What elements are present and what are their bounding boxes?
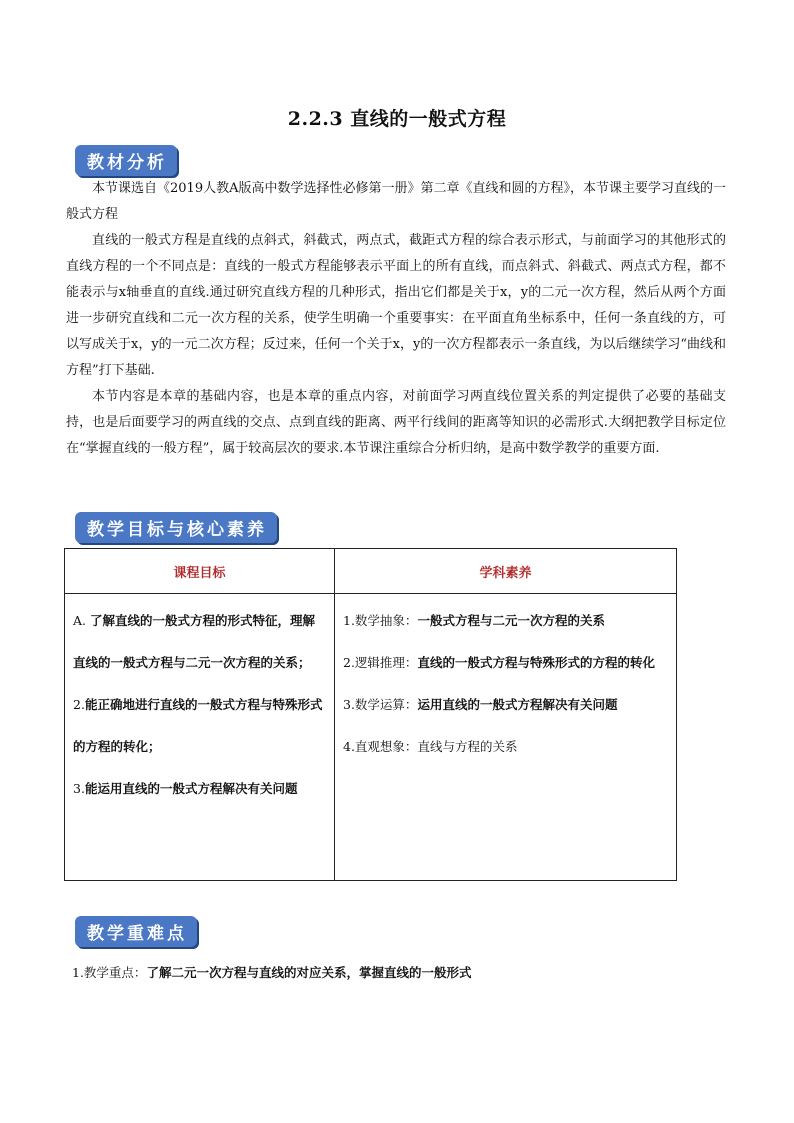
literacy-item <box>343 600 668 642</box>
header-course-goals: 课程目标 <box>65 549 335 594</box>
goals-cell <box>65 594 335 881</box>
section-badge: 教学重难点 <box>75 916 197 947</box>
goal-number: 2. <box>73 697 85 712</box>
goal-text: 能正确地进行直线的一般式方程与特殊形式的方程的转化； <box>73 697 323 754</box>
literacy-label: 4.直观想象： <box>343 739 418 754</box>
goal-text: 了解直线的一般式方程的形式特征，理解直线的一般式方程与二元一次方程的关系； <box>73 613 316 670</box>
header-literacy: 学科素养 <box>335 549 677 594</box>
literacy-text: 一般式方程与二元一次方程的关系 <box>417 613 605 628</box>
section-heading-goals <box>75 513 277 541</box>
literacy-text: 运用直线的一般式方程解决有关问题 <box>417 697 618 712</box>
literacy-label: 2.逻辑推理： <box>343 655 418 670</box>
goals-table <box>64 548 677 881</box>
literacy-label: 1.数学抽象： <box>343 613 418 628</box>
literacy-item <box>343 684 668 726</box>
goal-item <box>73 684 326 768</box>
table-row <box>65 594 677 881</box>
goal-number: 3. <box>73 781 85 796</box>
literacy-text: 直线的一般式方程与特殊形式的方程的转化 <box>417 655 655 670</box>
keypoint-label: 1.教学重点： <box>72 965 147 980</box>
literacy-label: 3.数学运算： <box>343 697 418 712</box>
page-title: 2.2.3 直线的一般式方程 <box>287 108 507 130</box>
analysis-paragraph-2: 直线的一般式方程是直线的点斜式，斜截式，两点式，截距式方程的综合表示形式，与前面学习的其他形式的直线方程的一个不同点是：直线的一般式方程能够表示平面上的所有直线，而点斜式、斜截式、两点式方程，都不能表示与x轴垂直的直线.通过研究直线方程的几种形式，指出它们都是关于x，y的二元一次方程，然后从两个方面进一步研究直线和二元一次方程的关系，使学生明确一个重要事实：在平面直角坐标系中，任何一条直线的方，可以写成关于x，y的一元二次方程；反过来，任何一个关于x，y的一次方程都表示一条直线，为以后继续学习“曲线和方程”打下基础. <box>66 233 726 378</box>
table-header-row <box>65 549 677 594</box>
keypoint-line <box>72 963 471 981</box>
keypoint-text: 了解二元一次方程与直线的对应关系，掌握直线的一般形式 <box>146 965 472 980</box>
literacy-text: 直线与方程的关系 <box>417 739 518 754</box>
section-heading-analysis <box>75 146 177 174</box>
goal-text: 能运用直线的一般式方程解决有关问题 <box>84 781 298 796</box>
analysis-paragraph-1: 本节课选自《2019人教A版高中数学选择性必修第一册》第二章《直线和圆的方程》，本节课主要学习直线的一般式方程 <box>66 181 726 222</box>
goal-item <box>73 600 326 684</box>
analysis-paragraph-3: 本节内容是本章的基础内容，也是本章的重点内容，对前面学习两直线位置关系的判定提供了必要的基础支持，也是后面要学习的两直线的交点、点到直线的距离、两平行线间的距离等知识的必需形式.大纲把教学目标定位在“掌握直线的一般方程”，属于较高层次的要求.本节课注重综合分析归纳，是高中数学教学的重要方面. <box>66 389 726 456</box>
goal-number: A. <box>73 613 87 628</box>
section-heading-keypoints <box>75 917 197 945</box>
section-badge: 教材分析 <box>75 145 177 176</box>
goal-item <box>73 768 326 810</box>
section-badge: 教学目标与核心素养 <box>75 512 277 543</box>
literacy-item <box>343 642 668 684</box>
literacy-item <box>343 726 668 768</box>
literacy-cell <box>335 594 677 881</box>
